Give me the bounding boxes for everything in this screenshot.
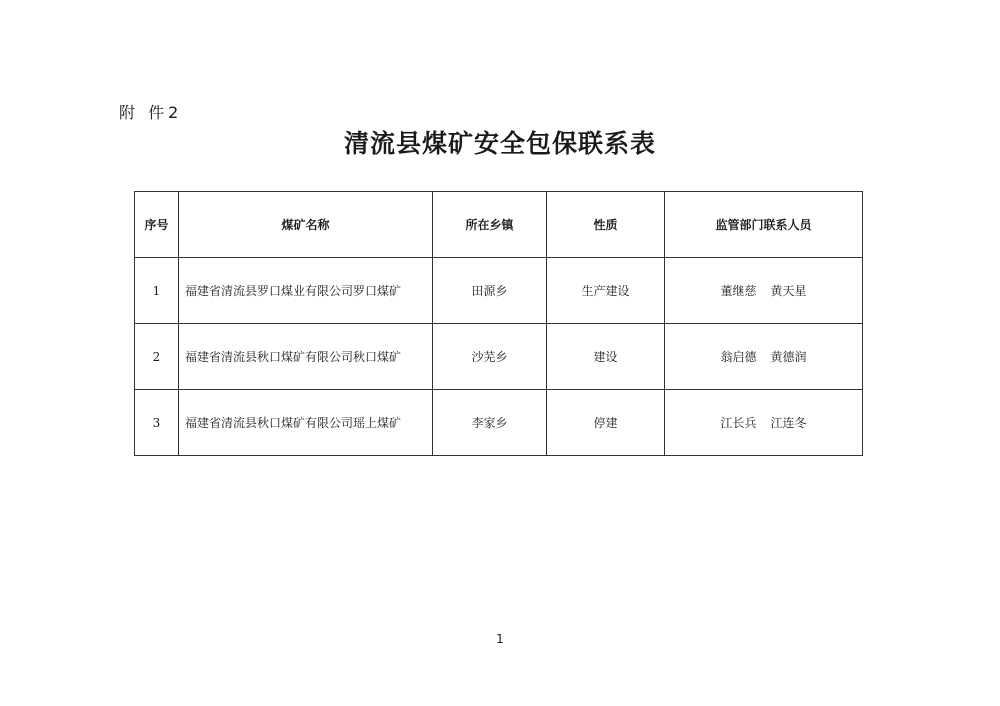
row-mine-name: 福建省清流县罗口煤业有限公司罗口煤矿	[179, 258, 433, 324]
row-town: 沙芜乡	[433, 324, 547, 390]
row-nature: 停建	[547, 390, 665, 456]
contact-person: 黄天星	[770, 284, 807, 298]
contact-person: 黄德润	[770, 350, 807, 364]
row-index: 3	[135, 390, 179, 456]
header-contact: 监管部门联系人员	[665, 192, 863, 258]
header-mine-name: 煤矿名称	[179, 192, 433, 258]
table-row	[135, 390, 863, 456]
row-nature: 建设	[547, 324, 665, 390]
header-nature: 性质	[547, 192, 665, 258]
row-town: 李家乡	[433, 390, 547, 456]
row-mine-name: 福建省清流县秋口煤矿有限公司秋口煤矿	[179, 324, 433, 390]
header-index: 序号	[135, 192, 179, 258]
row-contact	[665, 390, 863, 456]
contact-person: 江连冬	[770, 416, 807, 430]
contact-person: 董继慈	[720, 284, 757, 298]
row-index: 1	[135, 258, 179, 324]
table-row	[135, 324, 863, 390]
contact-person: 翁启德	[720, 350, 757, 364]
coal-mine-contact-table	[134, 191, 863, 456]
page-number: 1	[496, 632, 504, 646]
row-town: 田源乡	[433, 258, 547, 324]
table-header-row	[135, 192, 863, 258]
annex-label: 附 件2	[119, 103, 183, 122]
row-index: 2	[135, 324, 179, 390]
row-mine-name: 福建省清流县秋口煤矿有限公司瑶上煤矿	[179, 390, 433, 456]
row-contact	[665, 324, 863, 390]
contact-person: 江长兵	[720, 416, 757, 430]
header-town: 所在乡镇	[433, 192, 547, 258]
row-nature: 生产建设	[547, 258, 665, 324]
row-contact	[665, 258, 863, 324]
table-row	[135, 258, 863, 324]
document-title: 清流县煤矿安全包保联系表	[343, 129, 656, 158]
